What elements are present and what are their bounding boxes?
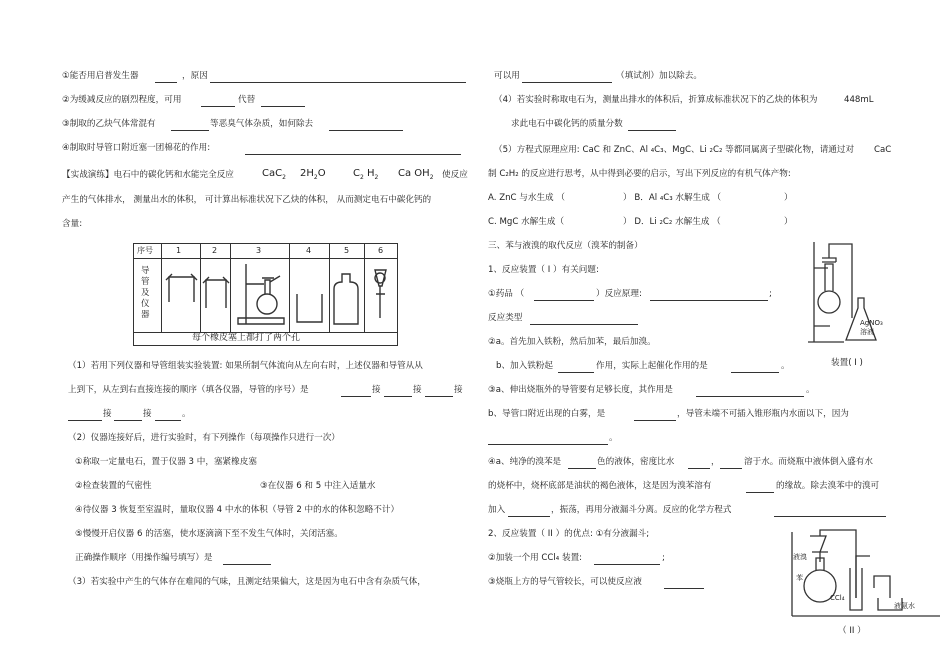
step-2: ②检查装置的气密性 <box>75 481 152 491</box>
jie: 接 <box>372 385 381 395</box>
q3-text: （3）若实验中产生的气体存在难闻的气味，且测定结果偏大，这是因为电石中含有杂质气体， <box>68 577 426 587</box>
formula-h2o: $2H_2O$ <box>300 168 326 181</box>
t4: ②a。首先加入铁粉，然后加苯，最后加溴。 <box>488 337 656 347</box>
num-3: 3 <box>256 246 262 255</box>
practice-intro-end: 使反应 <box>442 170 468 180</box>
practice-intro: 【实战演练】电石中的碳化钙和水能完全反应 <box>62 170 234 180</box>
jie: 接 <box>143 409 152 419</box>
num-2: 2 <box>212 246 218 255</box>
blank[interactable] <box>568 468 596 469</box>
num-6: 6 <box>378 246 384 255</box>
q2-text: （2）仪器连接好后，进行实验时，有下列操作（每项操作只进行一次） <box>68 433 340 443</box>
agno3-label: AgNO₃ <box>860 319 883 327</box>
t3: 反应类型 <box>488 313 523 323</box>
blank[interactable] <box>522 82 612 83</box>
blank[interactable] <box>628 130 676 131</box>
t2: ①药品 （ <box>488 289 525 299</box>
t5: b、加入铁粉起 <box>496 361 554 371</box>
step-3: ③在仪器 6 和 5 中注入适量水 <box>260 481 376 491</box>
t9: ④a、纯净的溴苯是 <box>488 457 562 467</box>
blank[interactable] <box>245 154 461 155</box>
q5-cac: CaC <box>874 145 892 155</box>
blank[interactable] <box>68 420 102 421</box>
step-order: 正确操作顺序（用操作编号填写）是 <box>75 553 213 563</box>
apparatus-1-drawing <box>808 238 896 350</box>
side-label: 导管及仪器 <box>141 266 150 320</box>
caption-apparatus-2: （ II ） <box>838 626 866 636</box>
section-3: 三、苯与液溴的取代反应（溴苯的制备） <box>488 241 643 251</box>
blank[interactable] <box>650 300 768 301</box>
apparatus-2-drawing <box>790 528 940 620</box>
r1-text: 可以用 <box>494 71 520 81</box>
formula-caoh2: Ca $OH_2$ <box>398 168 434 181</box>
opt-b: ） B．Al ₄C₃ 水解生成 （ <box>623 193 722 203</box>
table-footer: 每个橡皮塞上都打了两个孔 <box>192 333 301 343</box>
t9-b: 色的液体，密度比水 <box>597 457 675 467</box>
blank[interactable] <box>384 396 412 397</box>
q4-text: （4）若实验时称取电石为，测量出排水的体积后，折算成标准状况下的乙炔的体积为 <box>494 95 818 105</box>
blank[interactable] <box>774 516 886 517</box>
q-substitute-b: 代替 <box>238 95 256 105</box>
apparatus-drawings <box>134 244 397 332</box>
opt-d: ） D．Li ₂C₂ 水解生成 （ <box>623 217 721 227</box>
blank[interactable] <box>425 396 453 397</box>
t9-c: ， <box>711 457 720 467</box>
jie: 接 <box>454 385 463 395</box>
blank[interactable] <box>508 516 550 517</box>
num-4: 4 <box>306 246 312 255</box>
blank[interactable] <box>261 106 305 107</box>
t11: 加入 <box>488 505 506 515</box>
practice-text-2: 含量: <box>62 219 83 229</box>
blank[interactable] <box>341 396 371 397</box>
jie: 接 <box>103 409 112 419</box>
step-5: ⑤慢慢开启仪器 6 的活塞，使水逐滴滴下至不发生气体时，关闭活塞。 <box>75 529 343 539</box>
opt-c: C. MgC 水解生成（ <box>488 217 565 227</box>
q-cotton: ④制取时导管口附近塞一团棉花的作用: <box>62 143 211 153</box>
step-4: ④待仪器 3 恢复至室温时，量取仪器 4 中水的体积（导管 2 中的水的体积忽略不计） <box>75 505 400 515</box>
q1-text-2: 上到下，从左到右直接连接的顺序（填各仪器，导管的序号）是 <box>68 385 309 395</box>
blank[interactable] <box>731 372 779 373</box>
q4-text-2: 求此电石中碳化钙的质量分数 <box>511 119 623 129</box>
blank[interactable] <box>530 324 638 325</box>
ccl4-label: CCl₄ <box>830 594 845 602</box>
q-substitute: ②为缓减反应的剧烈程度，可用 <box>62 95 182 105</box>
t6: ③a、伸出烧瓶外的导管要有足够长度，其作用是 <box>488 385 673 395</box>
q-impurity: ③制取的乙炔气体常混有 <box>62 119 156 129</box>
q-impurity-b: 等恶臭气体杂质，如何除去 <box>210 119 314 129</box>
yexiu-label: 液溴 <box>793 553 807 561</box>
q5-text-2: 制 C₂H₂ 的反应进行思考，从中得到必要的启示，写出下列反应的有机气体产物: <box>488 169 791 179</box>
blank[interactable] <box>746 492 774 493</box>
q-kipp-reason: ，原因 <box>182 71 208 81</box>
agno3-label-b: 溶液 <box>860 328 874 336</box>
t12: 2、反应装置（ II ）的优点: ①有分液漏斗; <box>488 529 650 539</box>
formula-cac2: CaC$_2$ <box>262 168 286 181</box>
blank[interactable] <box>201 106 235 107</box>
volume: 448mL <box>844 95 874 105</box>
t10: 的烧杯中，烧杯底部是油状的褐色液体，这是因为溴苯溶有 <box>488 481 712 491</box>
formula-c2h2: $C_2$ $H_2$ <box>353 168 379 181</box>
blank[interactable] <box>329 130 403 131</box>
table-header: 序号 <box>137 246 153 255</box>
num-1: 1 <box>176 246 182 255</box>
blank[interactable] <box>688 468 710 469</box>
t7-b: ，导管未端不可插入锥形瓶内水面以下，因为 <box>677 409 849 419</box>
t13: ②加装一个用 CCl₄ 装置: <box>488 553 583 563</box>
blank[interactable] <box>720 468 742 469</box>
t11-b: ，振荡，再用分液漏斗分离。反应的化学方程式 <box>551 505 732 515</box>
t9-d: 溶于水。而烧瓶中液体倒入盛有水 <box>744 457 873 467</box>
step-1: ①称取一定量电石，置于仪器 3 中，塞紧橡皮塞 <box>75 457 257 467</box>
blank[interactable] <box>534 300 594 301</box>
blank[interactable] <box>696 396 804 397</box>
blank[interactable] <box>155 82 177 83</box>
blank[interactable] <box>558 372 594 373</box>
ben-label: 苯 <box>796 574 803 582</box>
q1-text: （1）若用下列仪器和导管组装实验装置: 如果所制气体流向从左向右时，上述仪器和导管从从 <box>68 361 423 371</box>
opt-a: A. ZnC 与水生成 （ <box>488 193 565 203</box>
blank[interactable] <box>223 564 271 565</box>
jie: 接 <box>413 385 422 395</box>
caption-apparatus-1: 装置( Ⅰ ) <box>831 358 863 368</box>
t7: b、导管口附近出现的白雾，是 <box>488 409 606 419</box>
num-5: 5 <box>344 246 350 255</box>
blank[interactable] <box>488 444 608 445</box>
blank[interactable] <box>171 130 209 131</box>
anshui-label: 液氨水 <box>894 602 915 610</box>
blank[interactable] <box>634 420 676 421</box>
blank[interactable] <box>594 564 660 565</box>
apparatus-table <box>133 243 398 346</box>
t2-b: ）反应原理: <box>596 289 642 299</box>
blank[interactable] <box>155 420 181 421</box>
practice-text: 产生的气体排水， 测量出水的体积， 可计算出标准状况下乙炔的体积， 从而测定电石中碳化钙的 <box>62 195 432 205</box>
blank[interactable] <box>664 588 704 589</box>
t5-b: 作用，实际上起催化作用的是 <box>596 361 708 371</box>
t1: 1、反应装置（ I ）有关问题: <box>488 265 599 275</box>
q5-text: （5）方程式原理应用: CaC 和 ZnC、Al ₄C₃、MgC、Li ₂C₂ 等都同属离子型碳化物，请通过对 <box>494 145 855 155</box>
t10-b: 的缘故。除去溴苯中的溴可 <box>776 481 880 491</box>
r1-text-b: （填试剂）加以除去。 <box>616 71 702 81</box>
q-kipp: ①能否用启普发生器 <box>62 71 139 81</box>
blank[interactable] <box>114 420 142 421</box>
blank[interactable] <box>210 82 466 83</box>
t14: ③烧瓶上方的导气管较长，可以使反应液 <box>488 577 642 587</box>
